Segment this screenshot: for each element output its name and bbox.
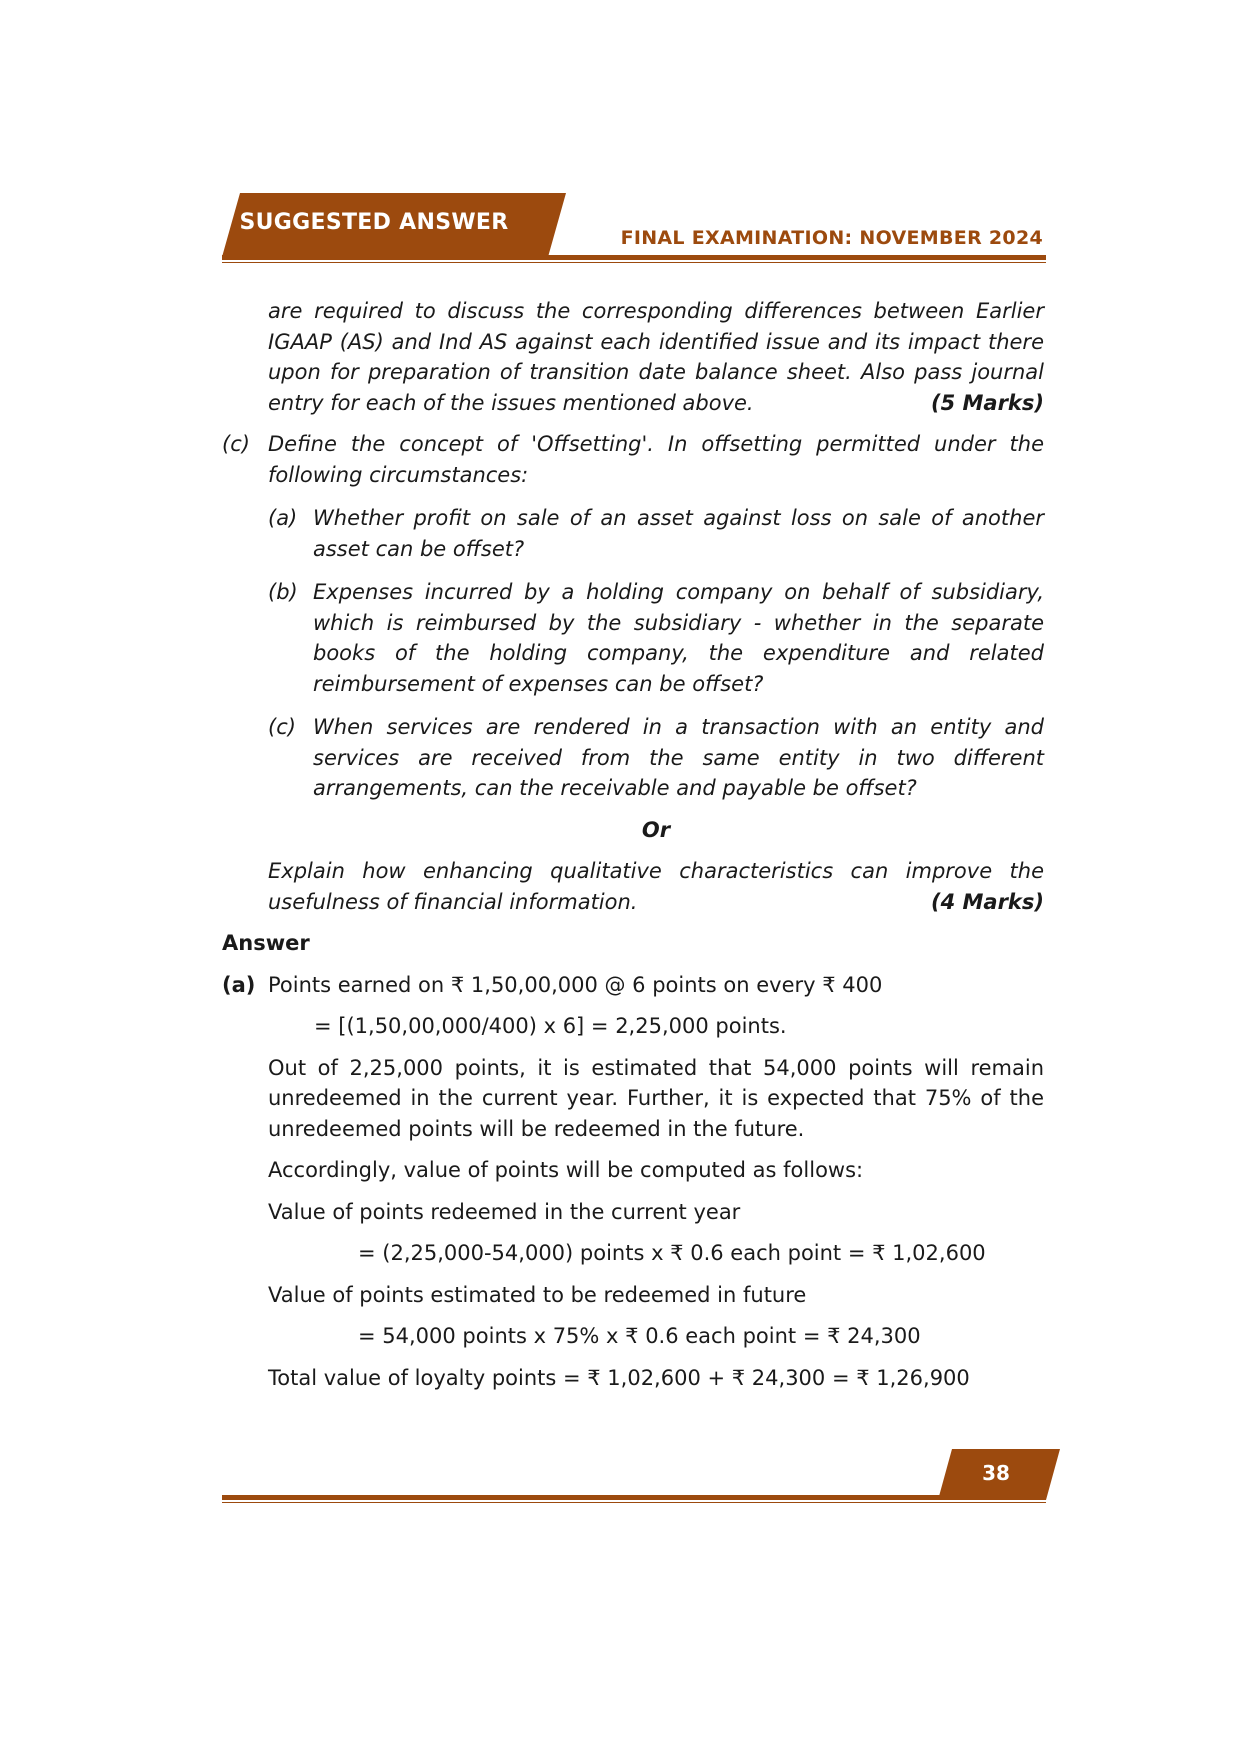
alternative-question [268, 856, 1044, 917]
header-rule [222, 255, 1046, 260]
redeemed-calculation: = (2,25,000-54,000) points x ₹ 0.6 each point = ₹ 1,02,600 [358, 1241, 986, 1265]
answer-paragraph: Out of 2,25,000 points, it is estimated that 54,000 points will remain unredeemed in the current year. Further, it is expected that 75% of the unredeemed points will be redeemed in the future. [268, 1055, 1044, 1141]
answer-heading: Answer [222, 931, 310, 955]
sub-question-label: (c) [268, 715, 296, 739]
header-rule-thin [222, 262, 1046, 263]
sub-question-text: Expenses incurred by a holding company on behalf of subsidiary, which is reimbursed by the subsidiary - whether in the separate books of the holding company, the expenditure and related reimbursement of expenses can be offset? [313, 580, 1044, 696]
exam-title: FINAL EXAMINATION: NOVEMBER 2024 [620, 227, 1043, 249]
sub-question-label: (a) [268, 506, 298, 530]
points-calculation: = [(1,50,00,000/400) x 6] = 2,25,000 points. [314, 1014, 787, 1038]
marks-c: (4 Marks) [930, 889, 1044, 914]
answer-a-label: (a) [222, 972, 256, 997]
question-c-sublist [268, 503, 1044, 804]
question-b-continuation [268, 296, 1044, 418]
sub-question [268, 503, 1044, 564]
alternative-question-text: Explain how enhancing qualitative characteristics can improve the usefulness of financial information. [268, 859, 1044, 914]
answer-a-line1: Points earned on ₹ 1,50,00,000 @ 6 points on every ₹ 400 [268, 972, 883, 997]
sub-question [268, 712, 1044, 804]
sub-question [268, 577, 1044, 699]
footer-rule [222, 1495, 1046, 1500]
question-b-text: are required to discuss the corresponding differences between Earlier IGAAP (AS) and Ind AS against each identified issue and its impact there upon for preparation of transition date balance sheet. Also pass journal entry for each of the issues mentioned above. [268, 299, 1044, 415]
page-number: 38 [982, 1461, 1010, 1485]
question-c-label: (c) [222, 432, 250, 456]
marks-b: (5 Marks) [930, 390, 1044, 415]
question-c [222, 429, 1044, 490]
redeemed-label: Value of points redeemed in the current year [268, 1199, 741, 1224]
answer-a [222, 970, 1044, 1001]
or-separator: Or [641, 817, 671, 842]
header-tab-label: SUGGESTED ANSWER [239, 210, 509, 235]
answer-paragraph: Accordingly, value of points will be computed as follows: [268, 1158, 864, 1182]
future-label: Value of points estimated to be redeemed in future [268, 1282, 807, 1307]
sub-question-text: When services are rendered in a transaction with an entity and services are received from the same entity in two different arrangements, can the receivable and payable be offset? [313, 715, 1044, 800]
future-calculation: = 54,000 points x 75% x ₹ 0.6 each point = ₹ 24,300 [358, 1324, 921, 1348]
question-c-text: Define the concept of 'Offsetting'. In offsetting permitted under the following circumstances: [268, 432, 1044, 487]
footer-rule-thin [222, 1502, 1046, 1503]
sub-question-text: Whether profit on sale of an asset against loss on sale of another asset can be offset? [313, 506, 1044, 561]
page-content [222, 296, 1044, 1393]
sub-question-label: (b) [268, 580, 298, 604]
total-value: Total value of loyalty points = ₹ 1,02,600 + ₹ 24,300 = ₹ 1,26,900 [268, 1365, 970, 1390]
